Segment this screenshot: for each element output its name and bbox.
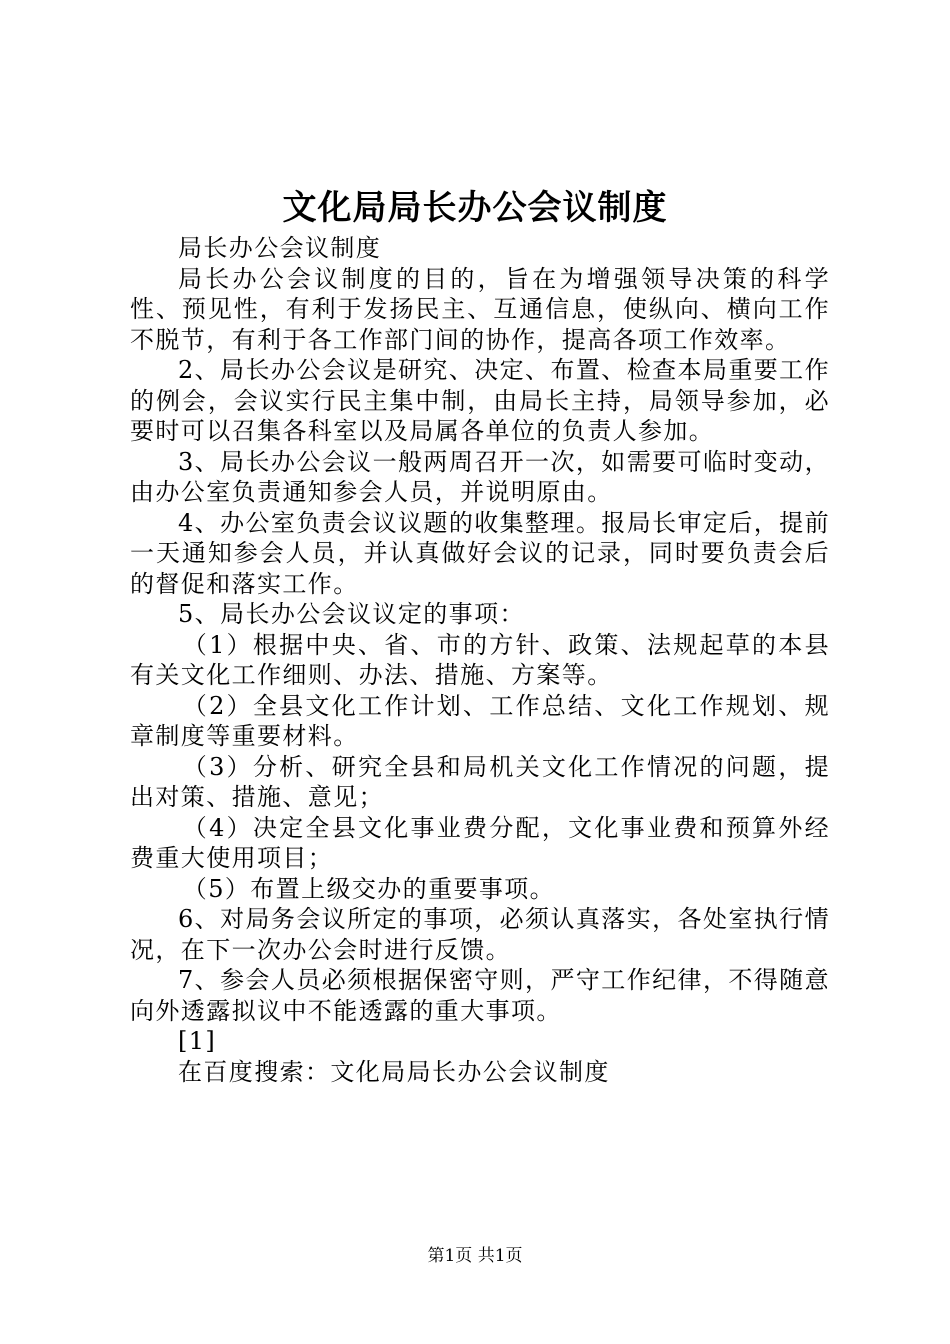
paragraph-rule-6: 6、对局务会议所定的事项，必须认真落实，各处室执行情况，在下一次办公会时进行反馈。: [130, 905, 830, 964]
paragraph-item-3: （3）分析、研究全县和局机关文化工作情况的问题，提出对策、措施、意见；: [130, 752, 830, 811]
paragraph-rule-3: 3、局长办公会议一般两周召开一次，如需要可临时变动，由办公室负责通知参会人员，并说明原由。: [130, 447, 830, 506]
paragraph-rule-5: 5、局长办公会议议定的事项：: [178, 600, 525, 628]
document-body: [130, 233, 830, 1087]
paragraph-subtitle: 局长办公会议制度: [178, 234, 382, 262]
page-number-footer: 第1页 共1页: [427, 1246, 523, 1266]
paragraph-item-5: （5）布置上级交办的重要事项。: [182, 874, 556, 903]
paragraph-reference: [1]: [178, 1027, 217, 1055]
paragraph-item-2: （2）全县文化工作计划、工作总结、文化工作规划、规章制度等重要材料。: [130, 691, 830, 750]
paragraph-rule-2: 2、局长办公会议是研究、决定、布置、检查本局重要工作的例会，会议实行民主集中制，由局长主持，局领导参加，必要时可以召集各科室以及局属各单位的负责人参加。: [130, 356, 830, 445]
paragraph-search-note: 在百度搜索：文化局局长办公会议制度: [178, 1057, 610, 1086]
document-title: 文化局局长办公会议制度: [282, 188, 668, 228]
paragraph-rule-7: 7、参会人员必须根据保密守则，严守工作纪律，不得随意向外透露拟议中不能透露的重大事项。: [130, 966, 830, 1025]
paragraph-item-4: （4）决定全县文化事业费分配，文化事业费和预算外经费重大使用项目；: [130, 813, 830, 872]
paragraph-item-1: （1）根据中央、省、市的方针、政策、法规起草的本县有关文化工作细则、办法、措施、方案等。: [130, 630, 830, 689]
paragraph-purpose: 局长办公会议制度的目的，旨在为增强领导决策的科学性、预见性，有利于发扬民主、互通信息，使纵向、横向工作不脱节，有利于各工作部门间的协作，提高各项工作效率。: [130, 264, 830, 354]
paragraph-rule-4: 4、办公室负责会议议题的收集整理。报局长审定后，提前一天通知参会人员，并认真做好会议的记录，同时要负责会后的督促和落实工作。: [130, 508, 830, 598]
